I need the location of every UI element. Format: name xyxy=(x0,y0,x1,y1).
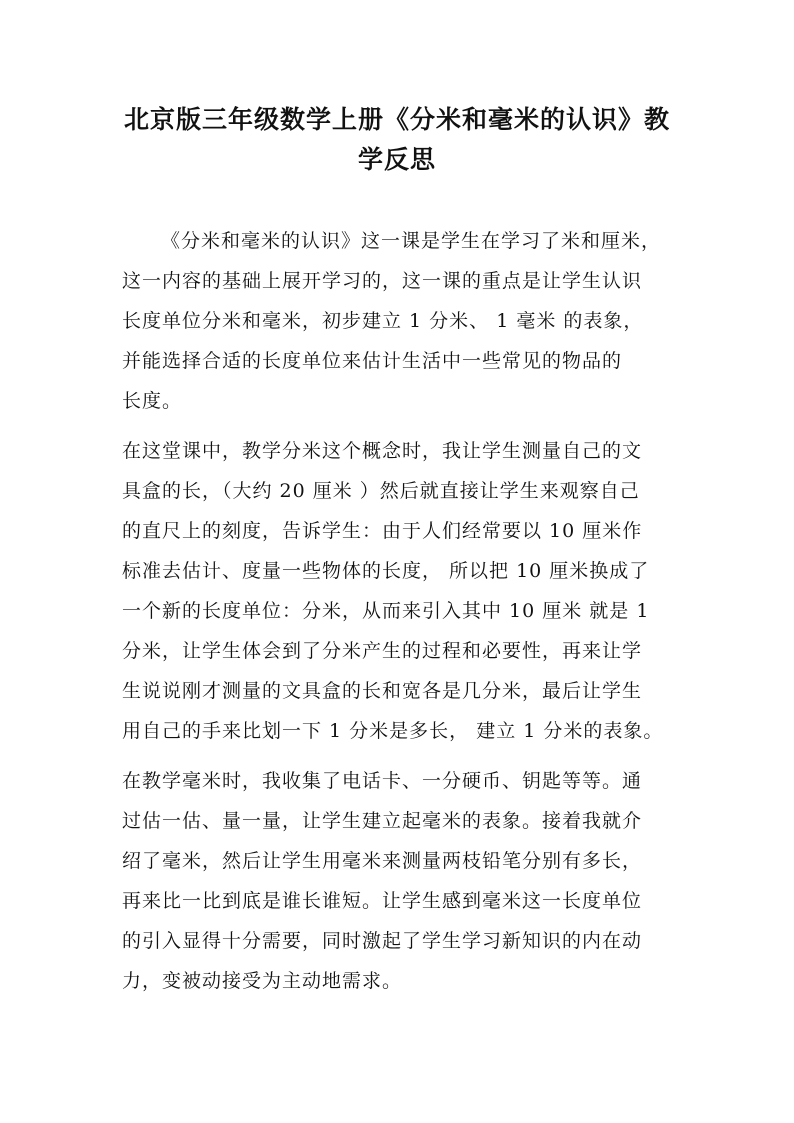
paragraph-3-line-2: 过估一估、量一量，让学生建立起毫米的表象。接着我就介 xyxy=(122,810,643,832)
paragraph-2-line-7: 生说说刚才测量的文具盒的长和宽各是几分米，最后让学生 xyxy=(122,680,643,702)
paragraph-3-line-1: 在教学毫米时，我收集了电话卡、一分硬币、钥匙等等。通 xyxy=(122,770,643,792)
paragraph-2-line-6: 分米，让学生体会到了分米产生的过程和必要性，再来让学 xyxy=(122,640,643,662)
paragraph-2-line-2: 具盒的长，（大约 20 厘米 ）然后就直接让学生来观察自己 xyxy=(122,480,640,502)
paragraph-1-line-4: 并能选择合适的长度单位来估计生活中一些常见的物品的 xyxy=(122,350,623,372)
paragraph-1-line-1: 《分米和毫米的认识》这一课是学生在学习了米和厘米， xyxy=(161,230,662,252)
paragraph-2-line-4: 标准去估计、度量一些物体的长度， 所以把 10 厘米换成了 xyxy=(122,560,650,582)
paragraph-3-line-3: 绍了毫米，然后让学生用毫米来测量两枝铅笔分别有多长， xyxy=(122,850,643,872)
paragraph-1-line-2: 这一内容的基础上展开学习的，这一课的重点是让学生认识 xyxy=(122,270,643,292)
paragraph-2-line-5: 一个新的长度单位：分米，从而来引入其中 10 厘米 就是 1 xyxy=(122,600,650,622)
document-title-line-2: 学反思 xyxy=(357,145,436,174)
paragraph-2-line-1: 在这堂课中，教学分米这个概念时，我让学生测量自己的文 xyxy=(122,440,643,462)
paragraph-3-line-4: 再来比一比到底是谁长谁短。让学生感到毫米这一长度单位 xyxy=(122,890,643,912)
paragraph-1-line-3: 长度单位分米和毫米，初步建立 1 分米、 1 毫米 的表象， xyxy=(122,310,644,332)
paragraph-3-line-6: 力，变被动接受为主动地需求。 xyxy=(122,970,403,992)
paragraph-1-line-5: 长度。 xyxy=(122,390,183,412)
paragraph-3-line-5: 的引入显得十分需要，同时激起了学生学习新知识的内在动 xyxy=(122,930,643,952)
document-title-line-1: 北京版三年级数学上册《分米和毫米的认识》教 xyxy=(123,105,670,134)
paragraph-2-line-8: 用自己的手来比划一下 1 分米是多长， 建立 1 分米的表象。 xyxy=(122,720,664,742)
paragraph-2-line-3: 的直尺上的刻度，告诉学生：由于人们经常要以 10 厘米作 xyxy=(122,520,643,542)
